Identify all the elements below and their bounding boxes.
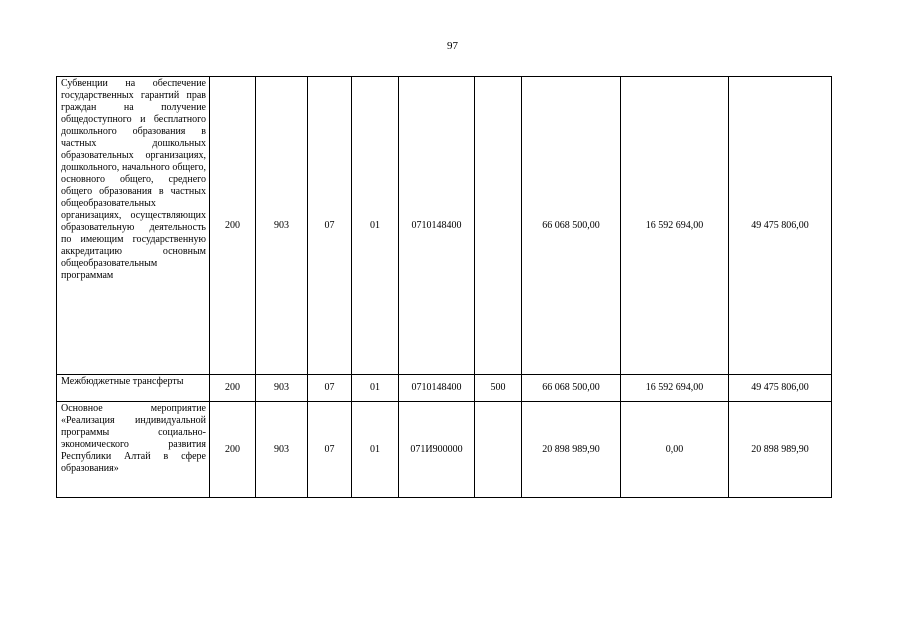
- cell-sum1: 66 068 500,00: [522, 375, 621, 402]
- cell-col4: 01: [352, 77, 399, 375]
- cell-vr: [475, 402, 522, 498]
- table-row: [57, 77, 832, 375]
- cell-col4: 01: [352, 375, 399, 402]
- table-row: [57, 375, 832, 402]
- table-row: [57, 402, 832, 498]
- cell-sum2: 0,00: [621, 402, 729, 498]
- cell-vr: 500: [475, 375, 522, 402]
- cell-code: 071И900000: [399, 402, 475, 498]
- cell-col4: 01: [352, 402, 399, 498]
- cell-col2: 903: [256, 402, 308, 498]
- cell-code: 0710148400: [399, 375, 475, 402]
- cell-col3: 07: [308, 375, 352, 402]
- cell-vr: [475, 77, 522, 375]
- page-number: 97: [447, 40, 458, 52]
- cell-sum3: 49 475 806,00: [729, 375, 832, 402]
- cell-sum2: 16 592 694,00: [621, 77, 729, 375]
- budget-table: [56, 76, 832, 498]
- cell-sum1: 66 068 500,00: [522, 77, 621, 375]
- row-name: Межбюджетные трансферты: [57, 375, 210, 402]
- row-name: Основное мероприятие «Реализация индивидуальной программы социально-экономического развития Республики Алтай в сфере образования»: [57, 402, 210, 498]
- row-name: Субвенции на обеспечение государственных гарантий прав граждан на получение общедоступного и бесплатного дошкольного образования в частных дошкольных образовательных организациях, дошкольного, начального общего, основного общего, среднего общего образования в частных общеобразовательных организациях, осуществляющих образовательную деятельность по имеющим государственную аккредитацию основным общеобразовательным программам: [57, 77, 210, 375]
- cell-col2: 903: [256, 375, 308, 402]
- cell-code: 0710148400: [399, 77, 475, 375]
- cell-col3: 07: [308, 402, 352, 498]
- cell-sum2: 16 592 694,00: [621, 375, 729, 402]
- cell-sum3: 20 898 989,90: [729, 402, 832, 498]
- cell-col1: 200: [210, 375, 256, 402]
- cell-sum3: 49 475 806,00: [729, 77, 832, 375]
- cell-col2: 903: [256, 77, 308, 375]
- cell-col1: 200: [210, 77, 256, 375]
- cell-sum1: 20 898 989,90: [522, 402, 621, 498]
- cell-col1: 200: [210, 402, 256, 498]
- cell-col3: 07: [308, 77, 352, 375]
